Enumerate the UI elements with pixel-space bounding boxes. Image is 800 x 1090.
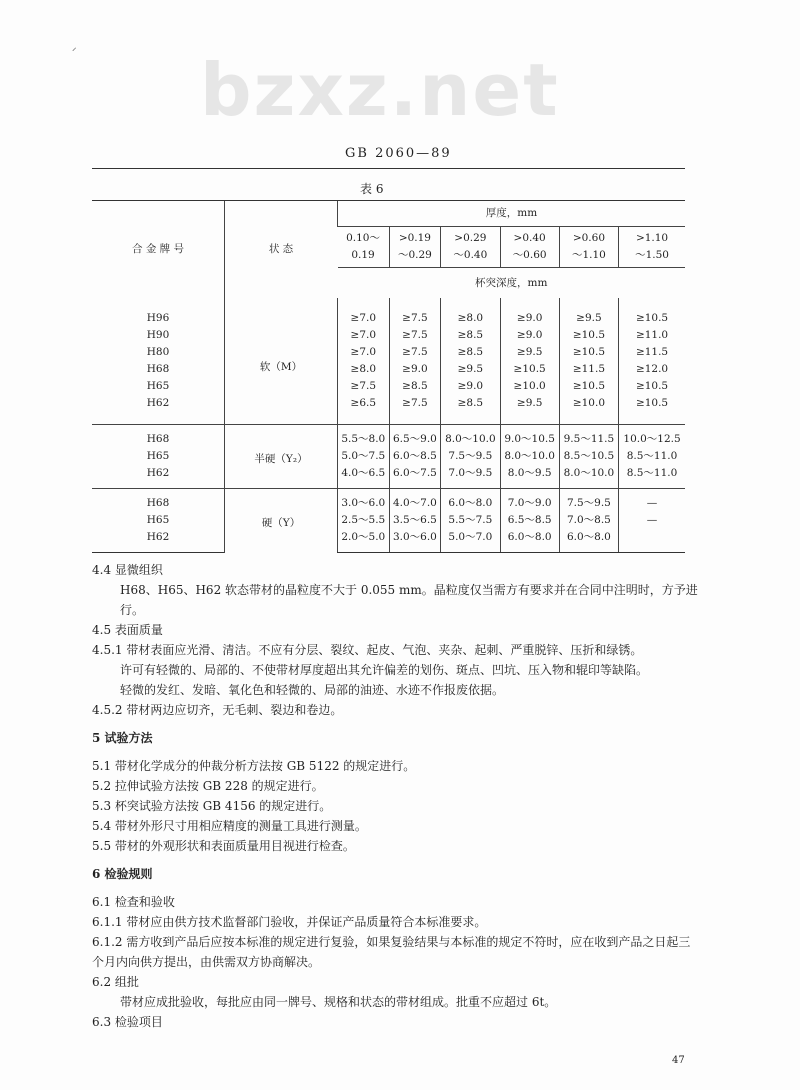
alloy-cell: H68 [92, 489, 225, 513]
thickness-range-line: >0.29 [454, 232, 487, 244]
paragraph: 5.1 带材化学成分的仲裁分析方法按 GB 5122 的规定进行。 [92, 759, 416, 773]
alloy-cell: H62 [146, 467, 170, 479]
value-cell: 10.0～12.5 [619, 425, 685, 449]
table-row [92, 395, 685, 425]
paragraph: 6.1.2 需方收到产品后应按本标准的规定进行复验，如果复验结果与本标准的规定不符时，应在收到产品之日起三个月内向供方提出，由供需双方协商解决。 [92, 935, 691, 969]
paragraph: 5.2 拉伸试验方法按 GB 228 的规定进行。 [92, 779, 324, 793]
table-row [92, 465, 685, 489]
thickness-range [559, 227, 618, 268]
thickness-range-line: >0.60 [572, 232, 606, 244]
table-row [92, 489, 685, 513]
scan-mark: ⸍ [72, 47, 77, 57]
state-header: 状 态 [225, 201, 338, 299]
value-cell: ≥7.5 [389, 395, 441, 425]
paragraph: 4.5.2 带材两边应切齐，无毛刺、裂边和卷边。 [92, 703, 343, 717]
paragraph: 6.3 检验项目 [92, 1015, 163, 1029]
value-cell: 7.0～9.5 [441, 465, 500, 489]
alloy-cell: H62 [92, 529, 225, 553]
state-cell: 半硬（Y₂） [225, 425, 338, 489]
value-cell: ≥11.5 [559, 361, 618, 378]
alloy-cell: H62 [146, 397, 170, 409]
value-cell: 8.5～11.0 [619, 448, 685, 465]
value-cell: ≥9.0 [500, 327, 559, 344]
paragraph: 轻微的发红、发暗、氧化色和轻微的、局部的油迹、水迹不作报废依据。 [120, 683, 505, 697]
value-cell: 7.0～9.0 [500, 489, 559, 513]
state-cell: 硬（Y） [225, 489, 338, 553]
thickness-range [338, 227, 390, 268]
table-row [92, 378, 685, 395]
value-cell: 8.0～10.0 [559, 465, 618, 489]
value-cell: ≥8.0 [338, 361, 390, 378]
table-row [92, 529, 685, 553]
section-heading: 6 检验规则 [92, 867, 153, 881]
alloy-cell: H65 [146, 450, 170, 462]
thickness-range [441, 227, 500, 268]
value-cell: 6.0～8.0 [441, 489, 500, 513]
value-cell: 3.0～6.0 [389, 529, 441, 553]
table-row [92, 298, 685, 327]
value-cell: ≥9.5 [500, 395, 559, 425]
value-cell: ≥7.5 [338, 378, 390, 395]
value-cell: ≥9.0 [441, 378, 500, 395]
value-cell: 7.5～9.5 [559, 489, 618, 513]
table-row [92, 448, 685, 465]
paragraph: 4.4 显微组织 [92, 563, 163, 577]
value-cell: 4.0～7.0 [389, 489, 441, 513]
value-cell: ≥10.5 [619, 378, 685, 395]
value-cell: ≥10.0 [559, 395, 618, 425]
table-row [92, 361, 685, 378]
paragraph [92, 856, 702, 864]
thickness-range [619, 227, 685, 268]
value-cell: 6.5～8.5 [500, 512, 559, 529]
value-cell: ≥10.5 [559, 378, 618, 395]
thickness-range-line: ～1.50 [635, 249, 669, 261]
value-cell: ≥8.0 [441, 298, 500, 327]
value-cell: 5.5～8.0 [338, 425, 390, 449]
table-row [92, 425, 685, 449]
value-cell: 7.0～8.5 [559, 512, 618, 529]
value-cell: 8.5～11.0 [619, 465, 685, 489]
value-cell: ≥10.5 [619, 395, 685, 425]
value-cell: ≥9.0 [389, 361, 441, 378]
table-row [92, 344, 685, 361]
value-cell: ≥9.5 [441, 361, 500, 378]
paragraph [92, 720, 702, 728]
alloy-header: 合 金 牌 号 [92, 201, 225, 299]
table-row [92, 512, 685, 529]
thickness-range-line: 0.10～ [346, 232, 380, 244]
paragraph: 5.4 带材外形尺寸用相应精度的测量工具进行测量。 [92, 819, 367, 833]
value-cell: ≥9.5 [559, 298, 618, 327]
value-cell: 9.5～11.5 [559, 425, 618, 449]
value-cell: ≥10.0 [500, 378, 559, 395]
watermark: bzxz.net [200, 48, 560, 132]
value-cell: 2.5～5.5 [338, 512, 390, 529]
alloy-cell: H68 [92, 425, 225, 449]
value-cell: — [619, 489, 685, 513]
paragraph: 5.5 带材的外观形状和表面质量用目视进行检查。 [92, 839, 355, 853]
value-cell: ≥8.5 [441, 395, 500, 425]
value-cell: 6.0～8.0 [559, 529, 618, 553]
value-cell: ≥10.5 [500, 361, 559, 378]
value-cell: ≥9.5 [500, 344, 559, 361]
paragraph [92, 884, 702, 892]
state-cell: 软（M） [225, 298, 338, 425]
value-cell: 6.0～8.5 [389, 448, 441, 465]
paragraph: H68、H65、H62 软态带材的晶粒度不大于 0.055 mm。晶粒度仅当需方有要求并在合同中注明时，方予进行。 [120, 583, 698, 617]
value-cell: ≥7.5 [389, 344, 441, 361]
thickness-range-line: ～0.29 [397, 249, 432, 261]
value-cell: 5.5～7.5 [441, 512, 500, 529]
alloy-cell: H80 [146, 346, 170, 358]
table-caption: 表 6 [360, 182, 384, 196]
thickness-range-line: >0.40 [513, 232, 546, 244]
value-cell: ≥6.5 [338, 395, 390, 425]
paragraph: 4.5 表面质量 [92, 623, 163, 637]
value-cell: ≥9.0 [500, 298, 559, 327]
value-cell: ≥8.5 [441, 344, 500, 361]
value-cell: 8.0～9.5 [500, 465, 559, 489]
thickness-range-line: 0.19 [351, 249, 375, 261]
value-cell: ≥10.5 [559, 327, 618, 344]
body-text [92, 560, 702, 1032]
alloy-cell: H68 [146, 363, 170, 375]
thickness-range [500, 227, 559, 268]
value-cell [619, 529, 685, 553]
cupping-depth-header: 杯突深度，mm [475, 276, 548, 289]
value-cell: 8.0～10.0 [441, 425, 500, 449]
paragraph: 许可有轻微的、局部的、不使带材厚度超出其允许偏差的划伤、斑点、凹坑、压入物和辊印等缺陷。 [120, 663, 649, 677]
value-cell: ≥7.5 [389, 327, 441, 344]
value-cell: 7.5～9.5 [441, 448, 500, 465]
value-cell: 6.0～8.0 [500, 529, 559, 553]
value-cell: 8.0～10.0 [500, 448, 559, 465]
cupping-depth-table [92, 200, 685, 553]
alloy-cell: H96 [146, 312, 170, 324]
thickness-range-line: ～1.10 [571, 249, 606, 261]
paragraph: 6.1.1 带材应由供方技术监督部门验收，并保证产品质量符合本标准要求。 [92, 915, 487, 929]
value-cell: ≥8.5 [441, 327, 500, 344]
standard-code: GB 2060—89 [345, 146, 452, 161]
value-cell: ≥10.5 [559, 344, 618, 361]
paragraph: 5.3 杯突试验方法按 GB 4156 的规定进行。 [92, 799, 332, 813]
paragraph: 带材应成批验收，每批应由同一牌号、规格和状态的带材组成。批重不应超过 6t。 [120, 995, 557, 1009]
value-cell: 2.0～5.0 [338, 529, 390, 553]
value-cell: 3.0～6.0 [338, 489, 390, 513]
paragraph: 6.2 组批 [92, 975, 139, 989]
value-cell: ≥7.0 [338, 298, 390, 327]
value-cell: 5.0～7.0 [441, 529, 500, 553]
value-cell: 5.0～7.5 [338, 448, 390, 465]
page-number: 47 [672, 1055, 685, 1066]
value-cell: ≥7.5 [389, 298, 441, 327]
value-cell: ≥10.5 [619, 298, 685, 327]
alloy-cell: H65 [146, 514, 170, 526]
thickness-range-line: ～0.60 [512, 249, 547, 261]
value-cell: ≥11.5 [619, 344, 685, 361]
value-cell: 9.0～10.5 [500, 425, 559, 449]
value-cell: 6.5～9.0 [389, 425, 441, 449]
table-row [92, 327, 685, 344]
value-cell: 3.5～6.5 [389, 512, 441, 529]
value-cell: ≥8.5 [389, 378, 441, 395]
thickness-header: 厚度，mm [338, 201, 686, 227]
value-cell: ≥11.0 [619, 327, 685, 344]
paragraph: 6.1 检查和验收 [92, 895, 175, 909]
value-cell: ≥7.0 [338, 344, 390, 361]
value-cell: 8.5～10.5 [559, 448, 618, 465]
header-rule [92, 168, 685, 169]
thickness-range [389, 227, 441, 268]
value-cell: ≥7.0 [338, 327, 390, 344]
value-cell: 4.0～6.5 [338, 465, 390, 489]
paragraph [92, 748, 702, 756]
paragraph: 4.5.1 带材表面应光滑、清洁。不应有分层、裂纹、起皮、气泡、夹杂、起刺、严重脱锌、压折和绿锈。 [92, 643, 643, 657]
value-cell: — [619, 512, 685, 529]
value-cell: ≥12.0 [619, 361, 685, 378]
alloy-cell: H65 [146, 380, 170, 392]
value-cell: 6.0～7.5 [389, 465, 441, 489]
thickness-range-line: >0.19 [398, 232, 431, 244]
section-heading: 5 试验方法 [92, 731, 153, 745]
thickness-range-line: >1.10 [635, 232, 669, 244]
alloy-cell: H90 [146, 329, 170, 341]
thickness-range-line: ～0.40 [453, 249, 488, 261]
